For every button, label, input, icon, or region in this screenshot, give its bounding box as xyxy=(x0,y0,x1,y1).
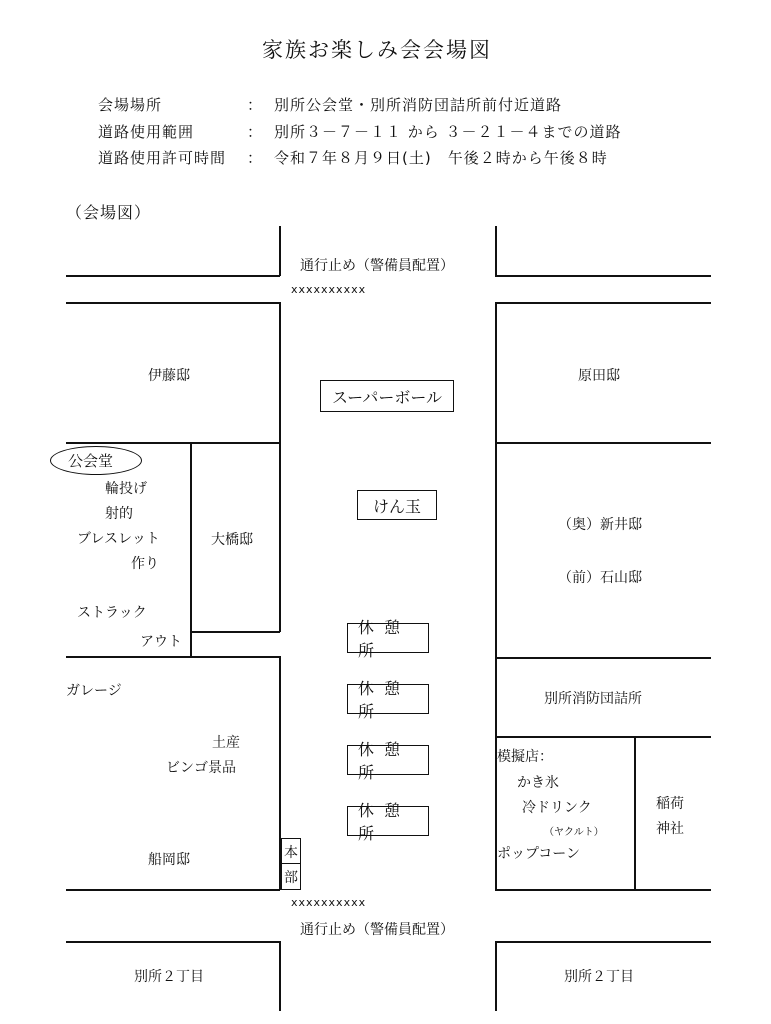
road-edge xyxy=(495,941,711,943)
rest-area: 休憩所 xyxy=(347,684,429,714)
lot-boundary xyxy=(66,442,280,444)
garage-item: ビンゴ景品 xyxy=(166,760,236,776)
booth-superball: スーパーボール xyxy=(320,380,454,412)
road-closed-bottom: 通行止め（警備員配置） xyxy=(300,922,454,938)
lot-boundary xyxy=(190,442,192,657)
road-edge xyxy=(495,302,497,890)
hq-box: 本 xyxy=(281,838,301,865)
info-sep-venue: ： xyxy=(247,96,264,114)
barrier-top: xxxxxxxxxx xyxy=(291,283,367,296)
lot-boundary xyxy=(495,442,711,444)
road-edge xyxy=(279,302,281,632)
road-edge xyxy=(495,226,497,276)
garage-name: ガレージ xyxy=(66,683,122,699)
lot-boundary xyxy=(190,631,280,633)
page-title: 家族お楽しみ会会場図 xyxy=(262,38,492,62)
hall-activity: 輪投げ xyxy=(105,481,147,497)
road-edge xyxy=(495,302,711,304)
hall-activity: 射的 xyxy=(105,506,133,522)
info-sep-road-range: ： xyxy=(247,123,264,141)
stall-item: 冷ドリンク xyxy=(522,800,592,816)
road-edge xyxy=(279,226,281,276)
garage-item: 土産 xyxy=(212,735,240,751)
road-edge xyxy=(495,889,711,891)
road-edge xyxy=(495,275,711,277)
lot-boundary xyxy=(495,736,711,738)
stall-heading: 模擬店： xyxy=(497,749,553,765)
hall-activity: 作り xyxy=(131,556,159,572)
fire-station: 別所消防団詰所 xyxy=(544,691,642,707)
house-ito: 伊藤邸 xyxy=(148,368,190,384)
road-edge xyxy=(66,889,280,891)
road-edge xyxy=(66,941,280,943)
hall-activity: ストラック xyxy=(77,605,147,621)
road-closed-top: 通行止め（警備員配置） xyxy=(300,258,454,274)
house-ohashi: 大橋邸 xyxy=(211,532,253,548)
map-heading: （会場図） xyxy=(66,203,152,222)
info-value-venue: 別所公会堂・別所消防団詰所前付近道路 xyxy=(274,96,563,114)
road-edge xyxy=(279,941,281,1011)
house-funaoka: 船岡邸 xyxy=(148,852,190,868)
block-bessho-left: 別所２丁目 xyxy=(134,969,204,985)
info-value-permit-time: 令和７年８月９日(土) 午後２時から午後８時 xyxy=(274,149,608,167)
lot-boundary xyxy=(634,736,636,890)
booth-kendama: けん玉 xyxy=(357,490,437,520)
road-edge xyxy=(495,941,497,1011)
rest-area: 休憩所 xyxy=(347,745,429,775)
info-sep-permit-time: ： xyxy=(247,149,264,167)
info-value-road-range: 別所３－７－１１ から ３－２１－４までの道路 xyxy=(274,123,622,141)
info-label-permit-time: 道路使用許可時間 xyxy=(98,149,227,167)
house-arai: （奥）新井邸 xyxy=(558,517,642,533)
info-label-road-range: 道路使用範囲 xyxy=(98,123,195,141)
info-label-venue: 会場場所 xyxy=(98,96,163,114)
lot-boundary xyxy=(495,657,711,659)
house-ishiyama: （前）石山邸 xyxy=(558,570,642,586)
hall-activity: ブレスレット xyxy=(77,531,160,547)
hq-box: 部 xyxy=(281,863,301,890)
shrine-name: 神社 xyxy=(656,821,684,837)
block-bessho-right: 別所２丁目 xyxy=(564,969,634,985)
stall-item: ポップコーン xyxy=(497,846,581,862)
house-harada: 原田邸 xyxy=(578,368,620,384)
lot-boundary xyxy=(66,656,280,658)
stall-item-note: （ヤクルト） xyxy=(544,827,604,838)
barrier-bottom: xxxxxxxxxx xyxy=(291,896,367,909)
rest-area: 休憩所 xyxy=(347,623,429,653)
shrine-name: 稲荷 xyxy=(656,796,684,812)
road-edge xyxy=(66,275,280,277)
road-edge xyxy=(66,302,280,304)
hall-activity: アウト xyxy=(140,634,182,650)
stall-item: かき氷 xyxy=(517,775,559,791)
rest-area: 休憩所 xyxy=(347,806,429,836)
hall-name: 公会堂 xyxy=(68,452,114,470)
